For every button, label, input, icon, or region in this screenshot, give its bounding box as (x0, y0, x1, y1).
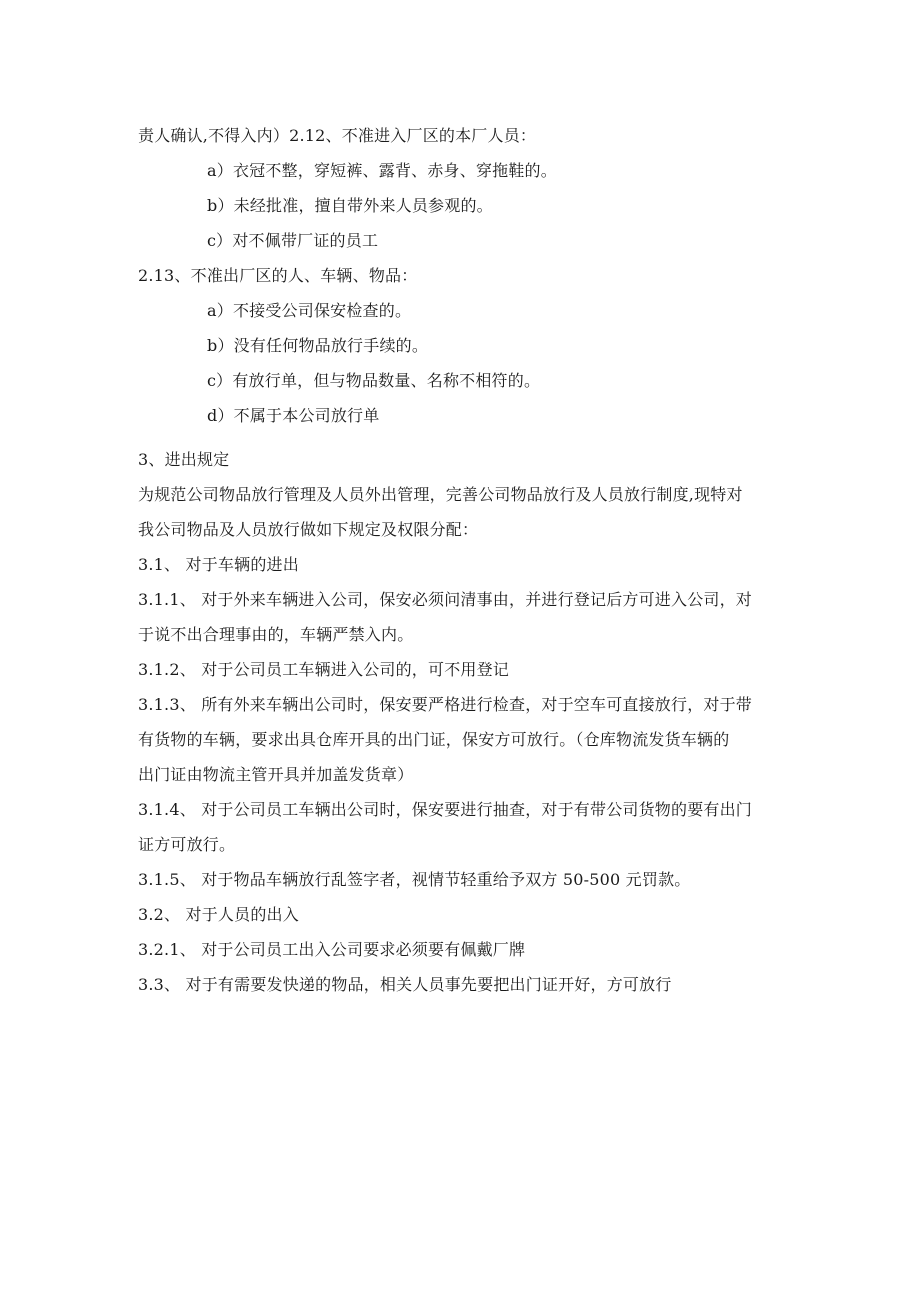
paragraph-line: 3.1.1、 对于外来车辆进入公司，保安必须问清事由，并进行登记后方可进入公司，对 (138, 590, 752, 609)
section-heading: 3.2、 对于人员的出入 (138, 905, 299, 924)
list-item: b）没有任何物品放行手续的。 (207, 336, 429, 355)
section-heading: 3、进出规定 (138, 450, 230, 469)
list-item: c）对不佩带厂证的员工 (207, 231, 379, 250)
paragraph-line: 3.1.2、 对于公司员工车辆进入公司的，可不用登记 (138, 660, 509, 679)
paragraph-line: 3.1.3、 所有外来车辆出公司时，保安要严格进行检查，对于空车可直接放行，对于带 (138, 695, 752, 714)
paragraph-line: 责人确认,不得入内）2.12、不准进入厂区的本厂人员： (138, 126, 537, 145)
paragraph-line: 为规范公司物品放行管理及人员外出管理，完善公司物品放行及人员放行制度,现特对 (138, 485, 743, 504)
section-heading: 3.1、 对于车辆的进出 (138, 555, 299, 574)
paragraph-line: 3.1.4、 对于公司员工车辆出公司时，保安要进行抽查，对于有带公司货物的要有出门 (138, 800, 752, 819)
paragraph-line: 出门证由物流主管开具并加盖发货章） (138, 765, 414, 784)
list-item: d）不属于本公司放行单 (207, 406, 380, 425)
paragraph-line: 有货物的车辆，要求出具仓库开具的出门证，保安方可放行。（仓库物流发货车辆的 (138, 730, 730, 749)
list-item: a）衣冠不整，穿短裤、露背、赤身、穿拖鞋的。 (207, 161, 557, 180)
paragraph-line: 证方可放行。 (138, 835, 236, 854)
paragraph-line: 我公司物品及人员放行做如下规定及权限分配： (138, 520, 479, 539)
paragraph-line: 3.3、 对于有需要发快递的物品，相关人员事先要把出门证开好，方可放行 (138, 975, 672, 994)
list-item: a）不接受公司保安检查的。 (207, 301, 412, 320)
section-heading: 2.13、不准出厂区的人、车辆、物品： (138, 266, 418, 285)
paragraph-line: 3.1.5、 对于物品车辆放行乱签字者，视情节轻重给予双方 50-500 元罚款。 (138, 870, 691, 889)
paragraph-line: 于说不出合理事由的，车辆严禁入内。 (138, 625, 414, 644)
list-item: b）未经批准，擅自带外来人员参观的。 (207, 196, 493, 215)
paragraph-line: 3.2.1、 对于公司员工出入公司要求必须要有佩戴厂牌 (138, 940, 526, 959)
list-item: c）有放行单，但与物品数量、名称不相符的。 (207, 371, 541, 390)
